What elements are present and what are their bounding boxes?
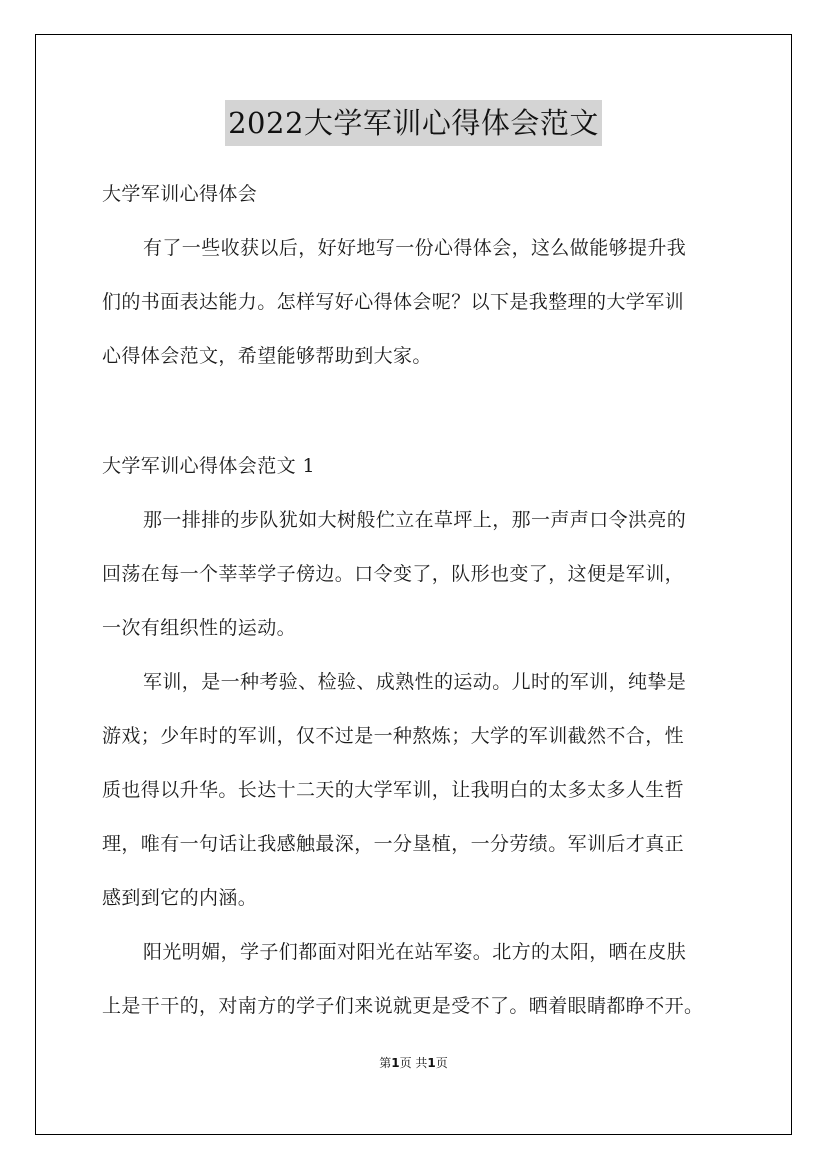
footer-total-pages: 1 — [427, 1056, 436, 1070]
document-title: 2022大学军训心得体会范文 — [225, 100, 602, 146]
paragraph-line: 游戏；少年时的军训，仅不过是一种熬炼；大学的军训截然不合，性 — [102, 725, 685, 747]
title-container — [0, 100, 827, 146]
intro-line: 们的书面表达能力。怎样写好心得体会呢？以下是我整理的大学军训 — [102, 291, 685, 313]
section-heading: 大学军训心得体会 — [102, 183, 258, 205]
paragraph-line: 一次有组织性的运动。 — [102, 617, 297, 639]
section-heading: 大学军训心得体会范文 1 — [102, 455, 315, 477]
paragraph-line: 理，唯有一句话让我感触最深，一分垦植，一分劳绩。军训后才真正 — [102, 833, 685, 855]
paragraph-line: 那一排排的步队犹如大树般伫立在草坪上，那一声声口令洪亮的 — [143, 509, 687, 531]
paragraph-line: 军训，是一种考验、检验、成熟性的运动。儿时的军训，纯挚是 — [143, 671, 687, 693]
footer-suffix: 页 — [435, 1056, 448, 1070]
footer-prefix: 第 — [379, 1056, 392, 1070]
paragraph-line: 上是干干的，对南方的学子们来说就更是受不了。晒着眼睛都睁不开。 — [102, 995, 704, 1017]
intro-line: 有了一些收获以后，好好地写一份心得体会，这么做能够提升我 — [143, 237, 687, 259]
paragraph-line: 感到到它的内涵。 — [102, 887, 258, 909]
paragraph-line: 回荡在每一个莘莘学子傍边。口令变了，队形也变了，这便是军训， — [102, 563, 685, 585]
footer-page-number: 1 — [391, 1056, 400, 1070]
page-footer — [0, 1055, 827, 1071]
intro-line: 心得体会范文，希望能够帮助到大家。 — [102, 345, 432, 367]
paragraph-line: 阳光明媚，学子们都面对阳光在站军姿。北方的太阳，晒在皮肤 — [143, 941, 687, 963]
paragraph-line: 质也得以升华。长达十二天的大学军训，让我明白的太多太多人生哲 — [102, 779, 685, 801]
footer-mid: 页 共 — [399, 1056, 428, 1070]
